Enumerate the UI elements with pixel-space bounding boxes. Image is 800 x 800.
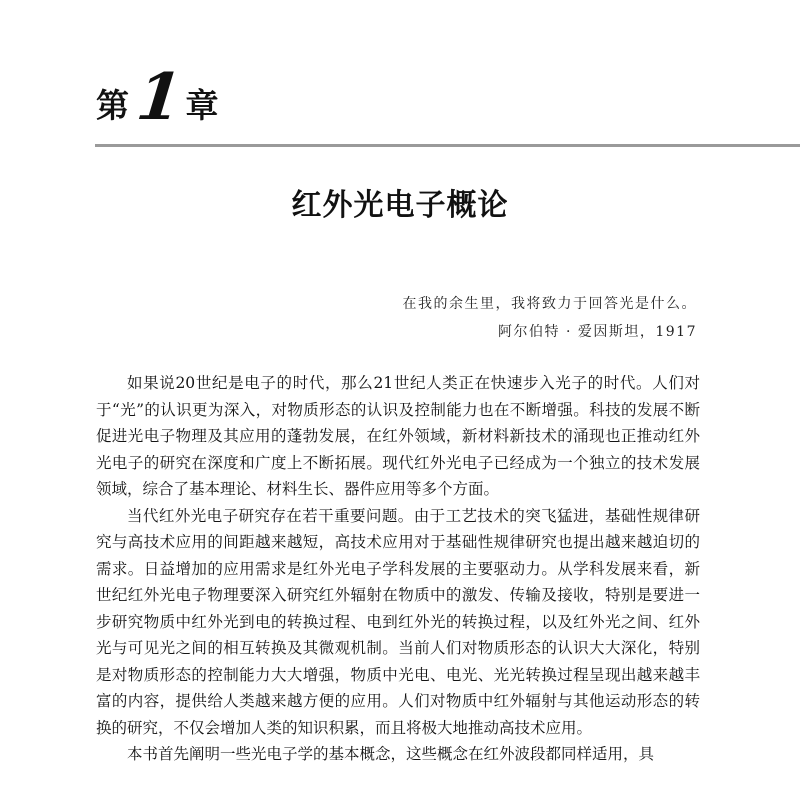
- chapter-heading: [96, 60, 219, 135]
- chapter-number: 1: [133, 60, 186, 135]
- paragraph: 本书首先阐明一些光电子学的基本概念，这些概念在红外波段都同样适用，具: [127, 745, 655, 763]
- chapter-prefix: 第: [96, 86, 129, 125]
- epigraph-quote: 在我的余生里，我将致力于回答光是什么。: [402, 296, 697, 312]
- chapter-divider: [95, 144, 800, 147]
- epigraph: [403, 290, 698, 346]
- chapter-title: 红外光电子概论: [291, 188, 509, 223]
- epigraph-attribution: 阿尔伯特 · 爱因斯坦，1917: [498, 324, 697, 340]
- body-text: [96, 370, 700, 768]
- paragraph: 当代红外光电子研究存在若干重要问题。由于工艺技术的突飞猛进，基础性规律研究与高技术应用的间距越来越短，高技术应用对于基础性规律研究也提出越来越迫切的需求。日益增加的应用需求是红外光电子学科发展的主要驱动力。从学科发展来看，新世纪红外光电子物理要深入研究红外辐射在物质中的激发、传输及接收，特别是要进一步研究物质中红外光到电的转换过程、电到红外光的转换过程，以及红外光之间、红外光与可见光之间的相互转换及其微观机制。当前人们对物质形态的认识大大深化，特别是对物质形态的控制能力大大增强，物质中光电、电光、光光转换过程呈现出越来越丰富的内容，提供给人类越来越方便的应用。人们对物质中红外辐射与其他运动形态的转换的研究，不仅会增加人类的知识积累，而且将极大地推动高技术应用。: [96, 506, 700, 737]
- chapter-suffix: 章: [185, 86, 219, 125]
- paragraph: 如果说20世纪是电子的时代，那么21世纪人类正在快速步入光子的时代。人们对于“光”的认识更为深入，对物质形态的认识及控制能力也在不断增强。科技的发展不断促进光电子物理及其应用的蓬勃发展，在红外领域，新材料新技术的涌现也正推动红外光电子的研究在深度和广度上不断拓展。现代红外光电子已经成为一个独立的技术发展领域，综合了基本理论、材料生长、器件应用等多个方面。: [96, 374, 700, 498]
